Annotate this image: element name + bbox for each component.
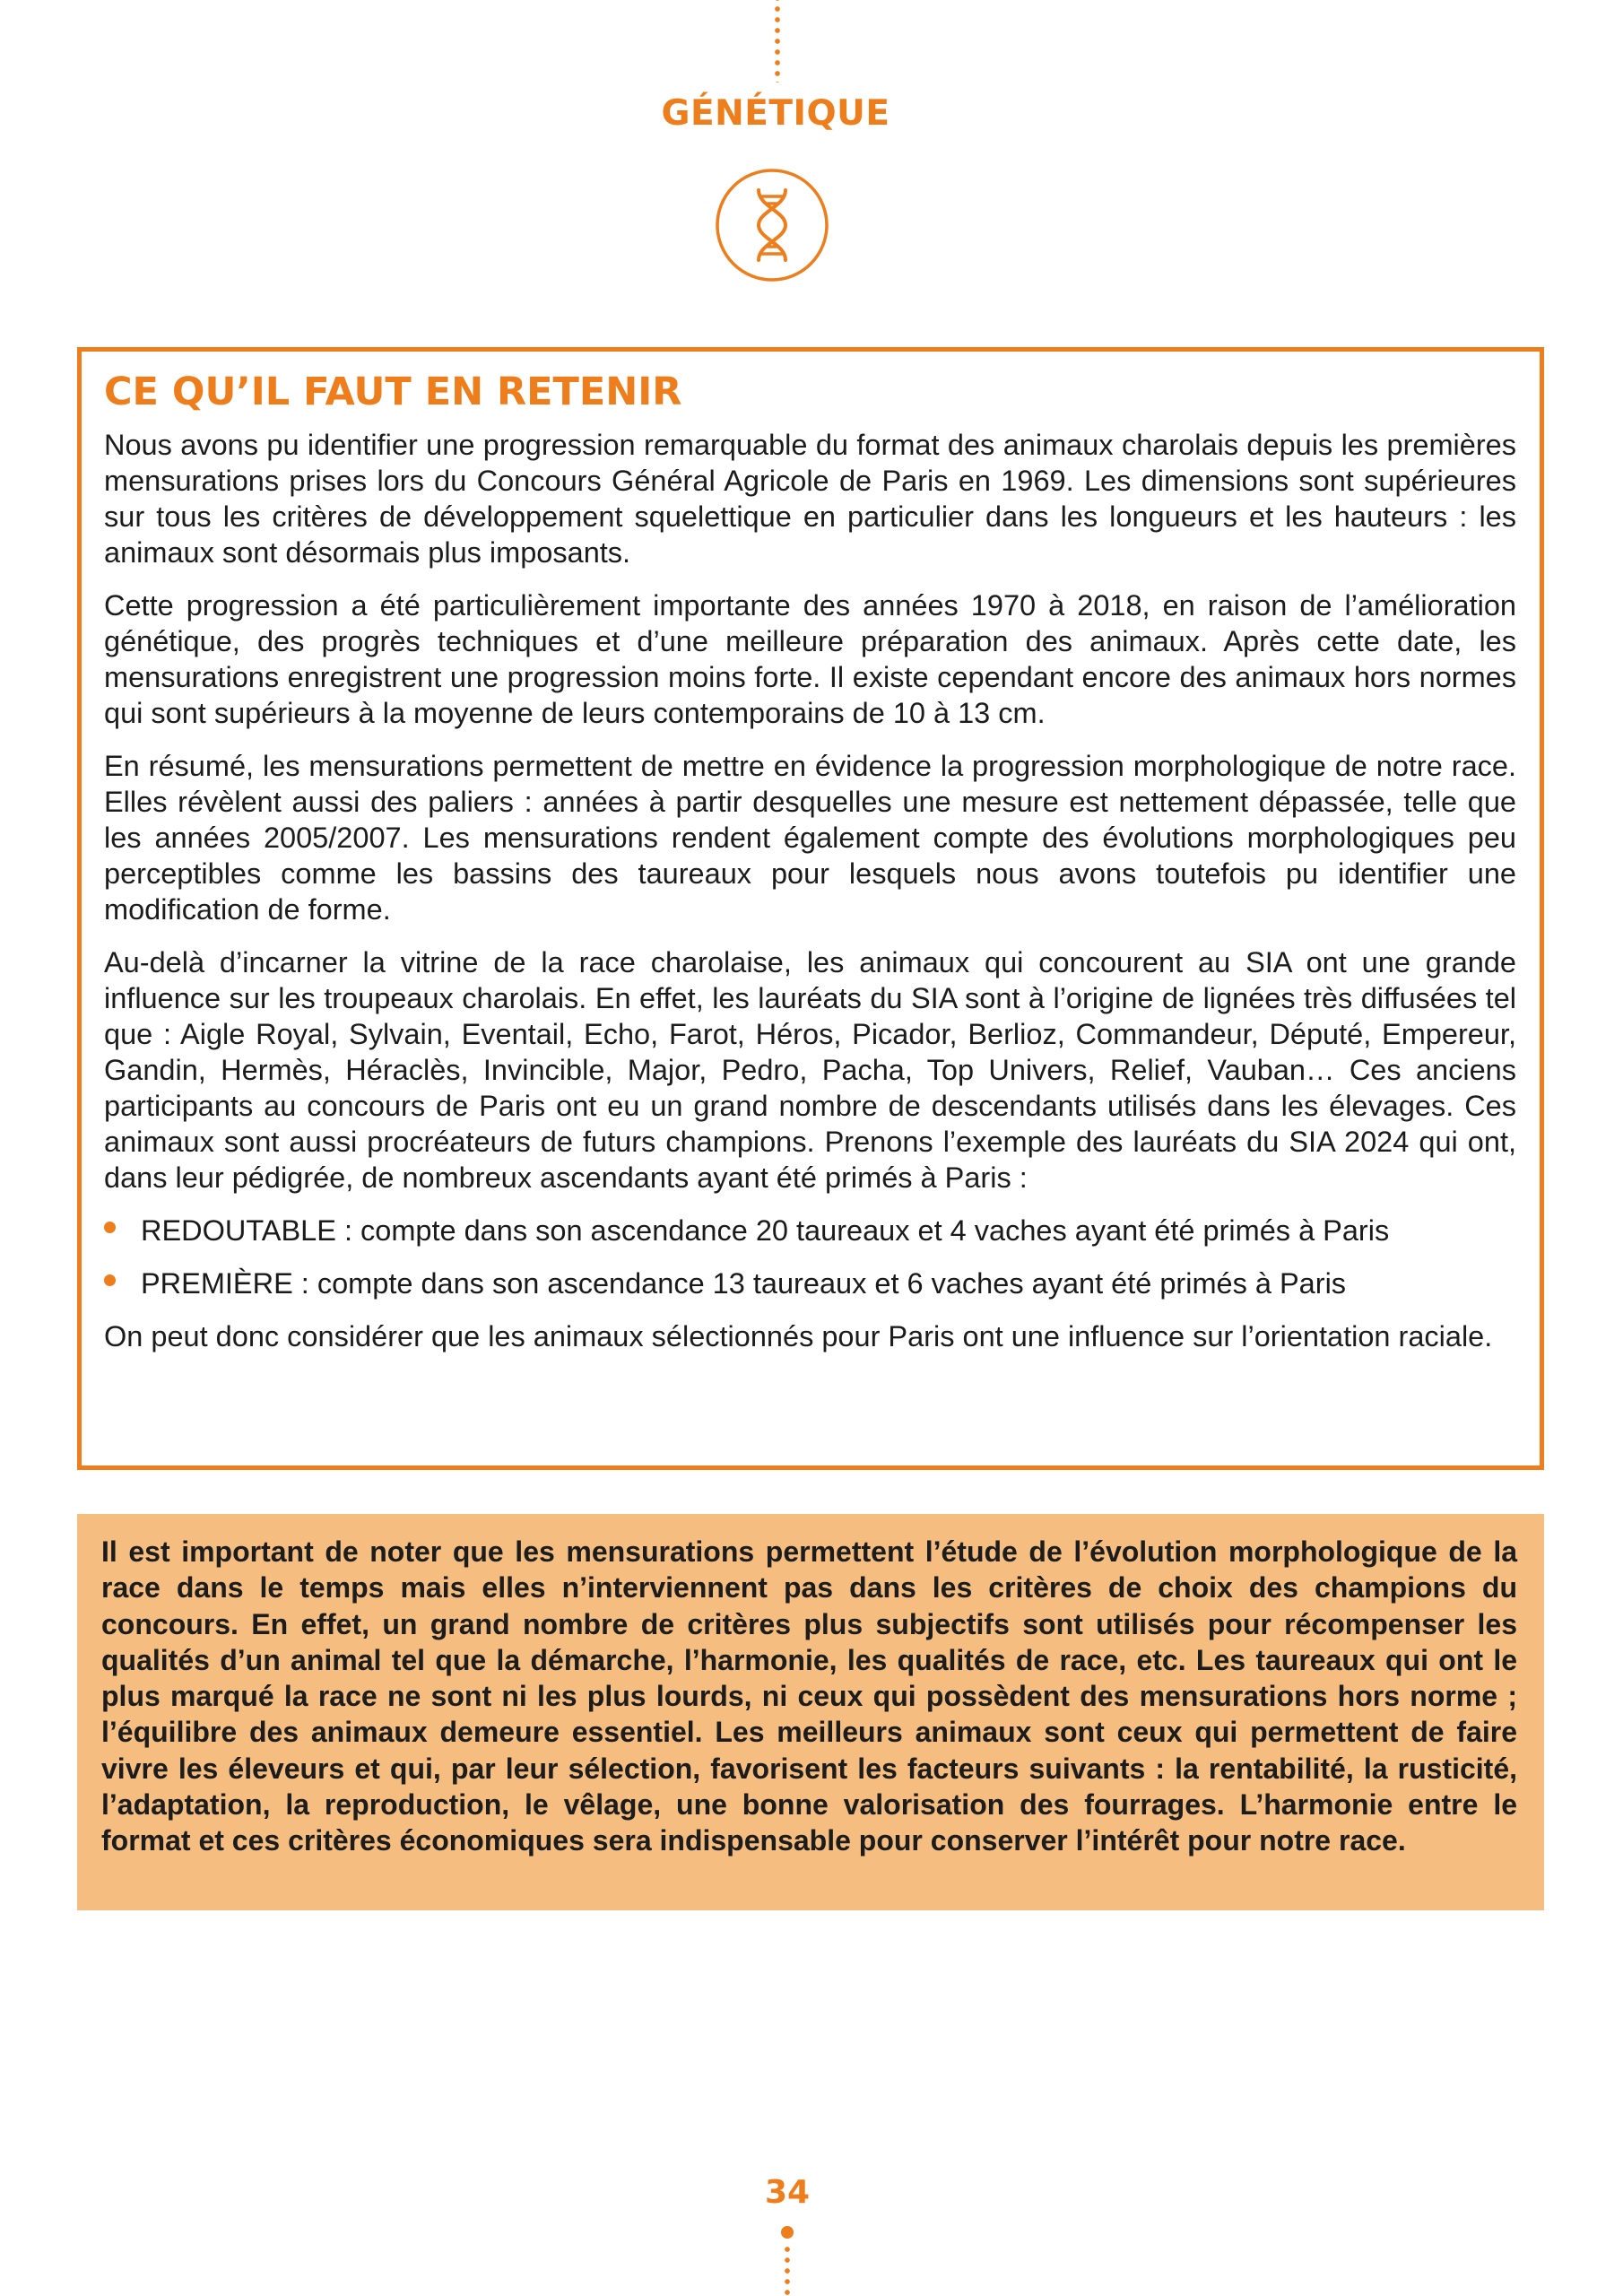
summary-box [77, 347, 1544, 1470]
bottom-dot [781, 2226, 794, 2239]
bullet-text: REDOUTABLE : compte dans son ascendance 20 taureaux et 4 vaches ayant été primés à Paris [141, 1214, 1390, 1247]
summary-closing: On peut donc considérer que les animaux sélectionnés pour Paris ont une influence sur l’orientation raciale. [104, 1320, 1493, 1352]
bullet-item [104, 1213, 1516, 1248]
note-text: Il est important de noter que les mensurations permettent l’étude de l’évolution morphologique de la race dans le temps mais elles n’interviennent pas dans les critères de choix des champions du concours. En effet, un grand nombre de critères plus subjectifs sont utilisés pour récompenser les qualités d’un animal tel que la démarche, l’harmonie, les qualités de race, etc. Les taureaux qui ont le plus marqué la race ne sont ni les plus lourds, ni ceux qui possèdent des mensurations hors norme ; l’équilibre des animaux demeure essentiel. Les meilleurs animaux sont ceux qui permettent de faire vivre les éleveurs et qui, par leur sélection, favorisent les facteurs suivants : la rentabilité, la rusticité, l’adaptation, la reproduction, le vêlage, une bonne valorisation des fourrages. L’harmonie entre le format et ces critères économiques sera indispensable pour conserver l’intérêt pour notre race. [101, 1535, 1517, 1857]
top-dotted-line [775, 0, 780, 83]
note-box [77, 1514, 1544, 1910]
summary-paragraph: En résumé, les mensurations permettent de mettre en évidence la progression morphologique de notre race. Elles révèlent aussi des paliers : années à partir desquelles une mesure est nettement dépassée, telle que les années 2005/2007. Les mensurations rendent également compte des évolutions morphologiques peu perceptibles comme les bassins des taureaux pour lesquels nous avons toutefois pu identifier une modification de forme. [104, 750, 1516, 926]
bottom-dotted-line [785, 2242, 790, 2296]
dna-icon [714, 167, 830, 283]
bullet-dot-icon [104, 1274, 116, 1286]
summary-paragraph: Cette progression a été particulièrement importante des années 1970 à 2018, en raison de l’amélioration génétique, des progrès techniques et d’une meilleure préparation des animaux. Après cette date, les mensurations enregistrent une progression moins forte. Il existe cependant encore des animaux hors normes qui sont supérieurs à la moyenne de leurs contemporains de 10 à 13 cm. [104, 589, 1516, 729]
summary-title: CE QU’IL FAUT EN RETENIR [104, 370, 682, 414]
summary-paragraph: Au-delà d’incarner la vitrine de la race charolaise, les animaux qui concourent au SIA ont une grande influence sur les troupeaux charolais. En effet, les lauréats du SIA sont à l’origine de lignées très diffusées tel que : Aigle Royal, Sylvain, Eventail, Echo, Farot, Héros, Picador, Berlioz, Commandeur, Député, Empereur, Gandin, Hermès, Héraclès, Invincible, Major, Pedro, Pacha, Top Univers, Relief, Vauban… Ces anciens participants au concours de Paris ont eu un grand nombre de descendants utilisés dans les élevages. Ces animaux sont aussi procréateurs de futurs champions. Prenons l’exemple des lauréats du SIA 2024 qui ont, dans leur pédigrée, de nombreux ascendants ayant été primés à Paris : [104, 946, 1516, 1194]
page-number: 34 [764, 2174, 811, 2211]
bullet-text: PREMIÈRE : compte dans son ascendance 13 taureaux et 6 vaches ayant été primés à Paris [141, 1267, 1347, 1300]
section-label: GÉNÉTIQUE [661, 93, 890, 134]
bullet-item [104, 1265, 1516, 1301]
summary-paragraph: Nous avons pu identifier une progression remarquable du format des animaux charolais depuis les premières mensurations prises lors du Concours Général Agricole de Paris en 1969. Les dimensions sont supérieures sur tous les critères de développement squelettique en particulier dans les longueurs et les hauteurs : les animaux sont désormais plus imposants. [104, 429, 1516, 569]
bullet-dot-icon [104, 1222, 116, 1233]
